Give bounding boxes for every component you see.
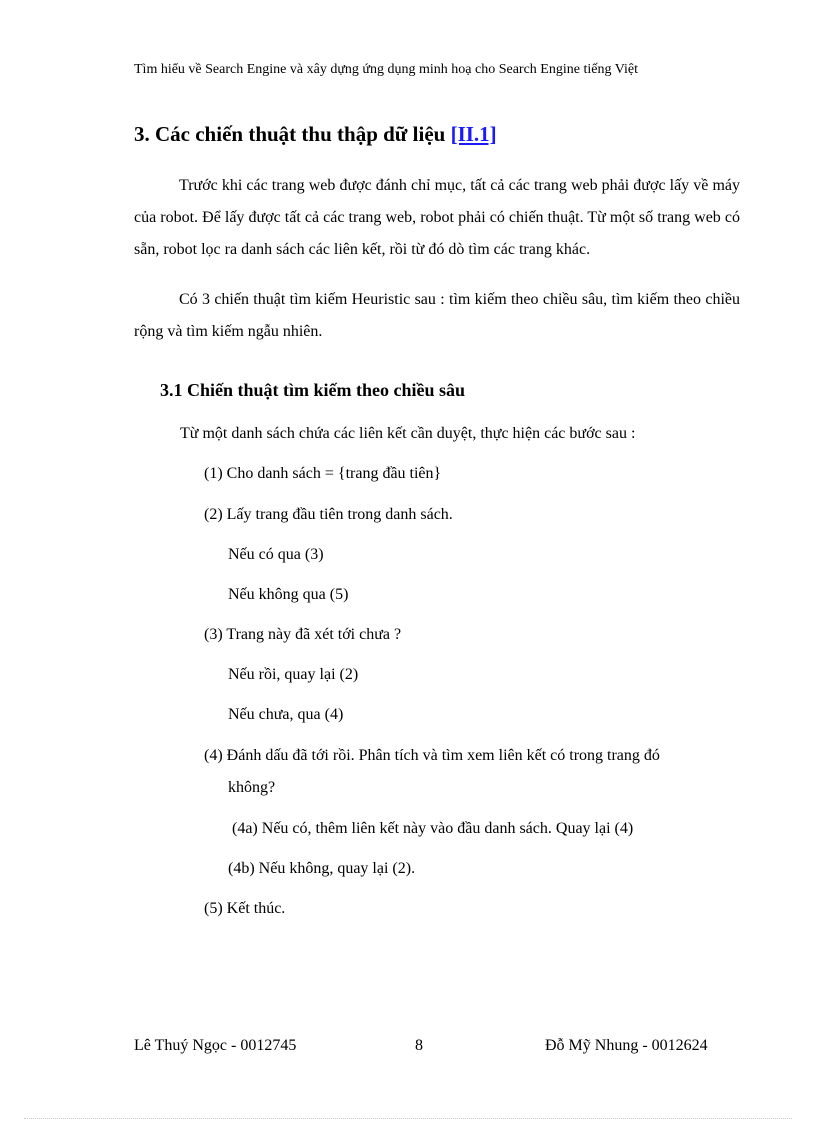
running-header: Tìm hiểu về Search Engine và xây dựng ứng dụng minh hoạ cho Search Engine tiếng Việt: [134, 62, 638, 77]
section-title: 3. Các chiến thuật thu thập dữ liệu: [134, 122, 446, 146]
step-4b: (4b) Nếu không, quay lại (2).: [228, 860, 416, 877]
reference-link[interactable]: [II.1]: [450, 122, 497, 146]
step-3: (3) Trang này đã xét tới chưa ?: [204, 626, 402, 643]
step-3-no: Nếu chưa, qua (4): [228, 706, 344, 723]
step-3-yes: Nếu rồi, quay lại (2): [228, 666, 359, 683]
footer-author-left: Lê Thuý Ngọc - 0012745: [134, 1037, 297, 1054]
step-5: (5) Kết thúc.: [204, 900, 286, 917]
step-4-continued: không?: [228, 779, 276, 796]
section-heading: [134, 122, 497, 147]
subsection-heading: 3.1 Chiến thuật tìm kiếm theo chiều sâu: [160, 380, 466, 400]
step-1: (1) Cho danh sách = {trang đầu tiên}: [204, 465, 442, 482]
step-2: (2) Lấy trang đầu tiên trong danh sách.: [204, 506, 453, 523]
step-2-yes: Nếu có qua (3): [228, 546, 324, 563]
paragraph-intro: Trước khi các trang web được đánh chỉ mục, tất cả các trang web phải được lấy về máy của robot. Để lấy được tất cả các trang web, robot phải có chiến thuật. Từ một số trang web có sẵn, robot lọc ra danh sách các liên kết, rồi từ đó dò tìm các trang khác.: [134, 177, 740, 258]
step-4a: (4a) Nếu có, thêm liên kết này vào đầu danh sách. Quay lại (4): [232, 820, 634, 837]
step-2-no: Nếu không qua (5): [228, 586, 349, 603]
page-bottom-divider: [24, 1118, 792, 1119]
footer-author-right: Đỗ Mỹ Nhung - 0012624: [545, 1037, 708, 1054]
page-number: 8: [415, 1037, 423, 1054]
step-4: (4) Đánh dấu đã tới rồi. Phân tích và tìm xem liên kết có trong trang đó: [204, 747, 660, 764]
paragraph-strategies: Có 3 chiến thuật tìm kiếm Heuristic sau : tìm kiếm theo chiều sâu, tìm kiếm theo chiều rộng và tìm kiếm ngẫu nhiên.: [134, 291, 740, 340]
subsection-intro: Từ một danh sách chứa các liên kết cần duyệt, thực hiện các bước sau :: [180, 425, 636, 442]
